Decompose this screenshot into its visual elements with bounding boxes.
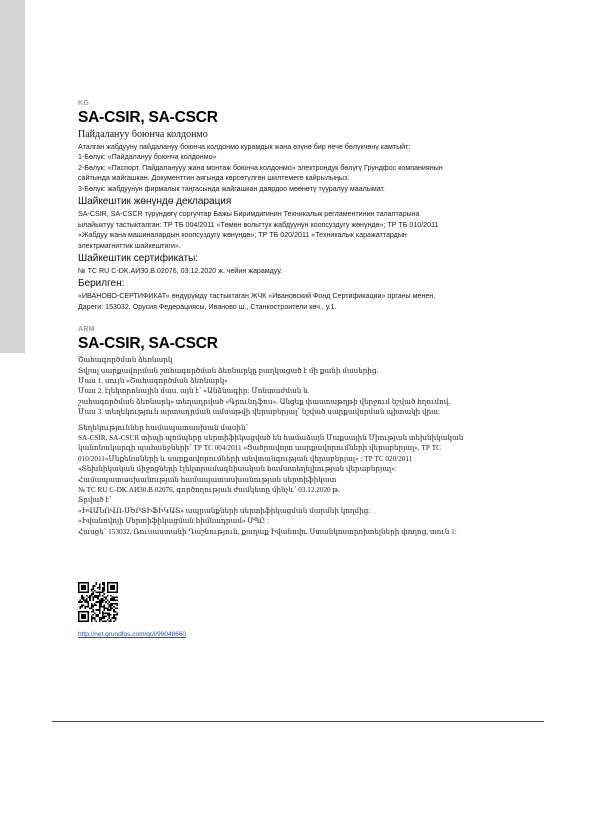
text-line: 2-Бөлүк: «Паспорт. Пайдаланууу жана монтаж боюнча колдонмо» электрондук бөлүгү Грундфос компаниянын — [78, 163, 443, 172]
text-line: 010/2011«Մեքենաների և սարքավորումների անվտանգության վերաբերյալ» ; ТР ТС 020/2011 — [78, 454, 413, 463]
text-line: Մաս 3. տեղեկություն արտադրման ամսաթվի վերաբերյալ՝ նշված սարքավորման պիտակի վրա: — [78, 408, 441, 417]
footer-divider — [52, 721, 544, 722]
declaration-heading: Шайкештик жөнүндө декларация — [78, 196, 232, 208]
qr-code-icon[interactable] — [78, 582, 118, 622]
text-line: Аталган жабдууну пайдалануу боюнча колдонмо курамдык жана өзүнө бир нече бөлүкчөнү камтыйт: — [78, 142, 411, 151]
issued-text — [78, 291, 548, 312]
model-title: SA-CSIR, SA-CSCR — [78, 335, 218, 353]
text-line: «ԻՎԱՆՈՎՈ-ՍԵՐՏԻՖԻԿԱՏ» ապրանքների սերտիֆիկացման մարմնի կողմից: — [78, 506, 371, 515]
text-line: կանոնակարգի պահանջների՝ ТР ТС 004/2011 «Ցածրավոլտ սարքավորումների վերաբերյալ», ТР ТС — [78, 444, 441, 453]
text-line: № ТС RU С-DK.АИ30.В.02076, գործողության ժամկետը մինչև՝ 03.12.2020 թ. — [78, 486, 340, 494]
issued-heading: Берилген: — [78, 278, 125, 290]
text-line: «ИВАНОВО-СЕРТИФИКАТ» өндүрүмдү тастыктаган ЖЧК «Ивановский Фонд Сертификации» органы менен. — [78, 291, 436, 300]
language-code: ARM — [78, 326, 95, 334]
text-line: Տվյալ սարքավորման շահագործման ձեռնարկը բաղկացած է մի քանի մասերից. — [78, 366, 379, 375]
text-line: сайтында жайгашкан. Документтин аягында көрсөтүлгөн шилтемеге кайрылыңыз. — [78, 174, 350, 183]
text-line: № ТС RU С-DK.АИ30.В.02076, 03.12.2020 ж. чейин жарамдуу. — [78, 266, 283, 275]
text-line: Տրված է՝ — [78, 496, 112, 505]
text-line: 3-Бөлүк: жабдуунун фирмалык таңгасында жайгашкан даярдоо мөөнөтү түуралуу маалымат. — [78, 184, 385, 193]
text-line: Շահագործման ձեռնարկ — [78, 356, 173, 365]
text-line: Дареги: 153032, Орусия Федерациясы, Иваново ш., Станкостроители көч., у.1. — [78, 302, 337, 311]
section-arm — [78, 326, 548, 537]
text-line: Համապատասխանության համապատասխանության սերտիֆիկատ — [78, 475, 337, 484]
text-line: ылайыктуу тастыкталган: ТР ТБ 004/2011 «Төмөн вольттук жабдуунун коопсуздугу жөнүндө»; ТР ТБ 010/2011 — [78, 220, 439, 229]
manual-text — [78, 142, 548, 195]
qr-block — [78, 582, 186, 638]
text-line: շահագործման ձեռնարկ» տեղադրված «Գրունդֆոս». Անցեք փաստաթղթի վերջում նշված հղումով. — [78, 397, 451, 406]
text-line: Տեղեկություններ համապատասխան մասին՝ — [78, 423, 249, 432]
text-line: 1-Бөлүк: «Пайдалануу боюнча колдонмо» — [78, 153, 217, 162]
declaration-text — [78, 209, 548, 251]
model-title: SA-CSIR, SA-CSCR — [78, 109, 218, 126]
side-tab — [0, 0, 25, 353]
manual-text — [78, 355, 548, 417]
text-line: электрмагниттик шайкештиги». — [78, 241, 181, 250]
text-line: «Տեխնիկական միջոցների էլեկտրամագնիսական համատեղելիության վերաբերյալ»: — [78, 465, 397, 474]
manual-heading: Пайдалануу боюнча колдонмо — [78, 129, 208, 140]
qr-link[interactable]: http://net.grundfos.com/qr/i/99048660 — [78, 631, 187, 638]
language-code: KG — [78, 100, 90, 107]
section-kg — [78, 100, 548, 312]
certificate-text — [78, 266, 548, 277]
text-line: Մաս 2. էլեկտրոնային մաս. այն է՝ «Անձնագիր: Մոնտաժման և — [78, 387, 309, 396]
document-body — [78, 100, 548, 537]
declaration-text — [78, 423, 548, 537]
certificate-heading: Шайкештик сертификаты: — [78, 253, 199, 265]
text-line: SA-CSIR, SA-CSCR տիպի պոմպերը սերտիֆիկացված են համաձայն Մաքսային Միության տեխնիկական — [78, 433, 464, 442]
text-line: Հասցե՝ 153032, Ռուսաստանի Դաշնություն, քաղաք Իվանովո, Ստանկոստրոիտելների փողոց, տուն 1: — [78, 527, 457, 536]
text-line: SA-CSIR, SA-CSCR түрүндөгү соргучтар Бажы Биримдигинин Техникалык регламентинин талаптарына — [78, 209, 420, 218]
text-line: «Жабдуу жана машиналардын коопсуздугу жөнүндө»; ТР ТБ 020/2011 «Техникалык каражаттардын — [78, 231, 407, 240]
text-line: Մաս 1. սույն «Շահագործման ձեռնարկ» — [78, 376, 228, 385]
text-line: «Իվանովոյի Սերտիֆիկացման հիմնադրամ» ՍՊԸ : — [78, 517, 270, 526]
